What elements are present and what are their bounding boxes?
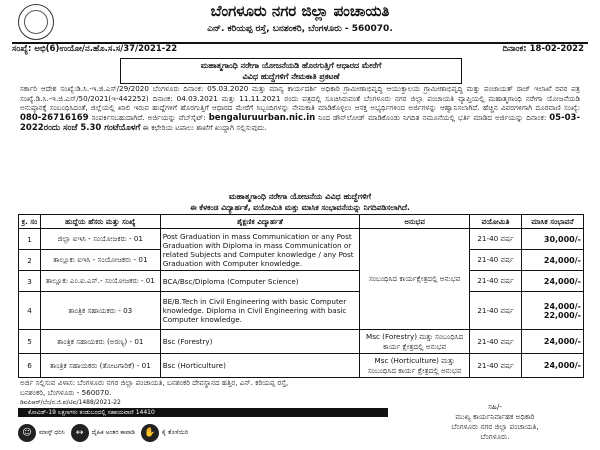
- qualification: BCA/Bsc/Diploma (Computer Science): [160, 271, 360, 292]
- table-subtitle: ಈ ಕೆಳಕಂಡ ವಿದ್ಯಾರ್ಹತೆ, ವಯೋಮಿತಿ ಮತ್ತು ಮಾಸಿಕ ಸಂಭಾವನೆಯನ್ನು ನಿಗದಿಪಡಿಸಲಾಗಿದೆ.: [190, 203, 410, 212]
- covid-icon-item: [18, 419, 65, 447]
- distance-icon: ↔: [71, 424, 89, 442]
- deadline: 05-03-2022ರಂದು ಸಂಜೆ 5.30 ಗಂಟೆಯೊಳಗೆ: [20, 112, 580, 134]
- table-row: [19, 354, 584, 378]
- row-number: 5: [19, 330, 41, 354]
- table-title: ಮಹಾತ್ಮಗಾಂಧಿ ನರೇಗಾ ಯೋಜನೆಯ ವಿವಿಧ ಹುದ್ದೆಗಳಿಗೆ: [228, 192, 372, 201]
- subject-box: [120, 58, 462, 84]
- age-limit: 21-40 ವರ್ಷ: [470, 354, 522, 378]
- experience: ಸಂಬಂಧಿಸಿದ ಕಾರ್ಯಕ್ಷೇತ್ರದಲ್ಲಿ ಅನುಭವ: [360, 229, 470, 330]
- org-name: ಬೆಂಗಳೂರು ನಗರ ಜಿಲ್ಲಾ ಪಂಚಾಯತಿ: [210, 2, 390, 20]
- post-name: ತಾಂತ್ರಿಕ ಸಹಾಯಕರು - 03: [40, 292, 160, 330]
- post-name: ತಾಂತ್ರಿಕ ಸಹಾಯಕರು (ಅರಣ್ಯ) - 01: [40, 330, 160, 354]
- experience: Msc (Horticulture) ಮತ್ತು ಸಂಬಂಧಿಸಿದ ಕಾರ್ಯ ಕ್ಷೇತ್ರದಲ್ಲಿ ಅನುಭವ: [360, 354, 470, 378]
- table-row: [19, 229, 584, 250]
- covid-band: ಕೋವಿಡ್-19 ಲಕ್ಷಣಗಳು ಕಂಡುಬಂದಲ್ಲಿ ಸಹಾಯವಾಣಿ 14410: [18, 408, 388, 417]
- table-row: [19, 292, 584, 330]
- col-header: ಹುದ್ದೆಯ ಹೆಸರು ಮತ್ತು ಸಂಖ್ಯೆ: [40, 215, 160, 229]
- age-limit: 21-40 ವರ್ಷ: [470, 271, 522, 292]
- covid-icon-label: ಕೈ ತೊಳೆಯಿರಿ: [161, 429, 189, 436]
- dipr-code: ಡಿಐಪಿಆರ್/ಬೆಂ/ನ.ಜಿ.ಪ/ಟಿಐ/1488/2021-22: [20, 399, 121, 406]
- qualification: BE/B.Tech in Civil Engineering with basic Computer knowledge. Diploma in Civil Engineering with basic Computer knowledge.: [160, 292, 360, 330]
- col-header: ಕ್ರ. ಸಂ: [19, 215, 41, 229]
- monthly-pay: 24,000/-: [522, 330, 584, 354]
- table-row: [19, 271, 584, 292]
- signature-title: ಮುಖ್ಯ ಕಾರ್ಯನಿರ್ವಾಹಕ ಅಧಿಕಾರಿ: [455, 412, 535, 421]
- monthly-pay: [522, 292, 584, 330]
- subject-line-1: ಮಹಾತ್ಮಗಾಂಧಿ ನರೇಗಾ ಯೋಜನೆಯಡಿ ಹೊರಗುತ್ತಿಗೆ ಆಧಾರದ ಮೇರೆಗೆ: [200, 61, 382, 70]
- qualification: Bsc (Horticulture): [160, 354, 360, 378]
- col-header: ವಯೋಮಿತಿ: [470, 215, 522, 229]
- covid-icon-label: ದೈಹಿಕ ಅಂತರ ಕಾಪಾಡಿ: [91, 429, 135, 436]
- post-name: ತಾಲ್ಲೂಕು ಎಂ.ಐ.ಎಸ್.- ಸಂಯೋಜಕರು - 01: [40, 271, 160, 292]
- website-prefix: ಅರ್ಜಿಯನ್ನು ವೆಬ್‌ಸೈಟ್:: [147, 112, 206, 122]
- row-number: 4: [19, 292, 41, 330]
- age-limit: 21-40 ವರ್ಷ: [470, 292, 522, 330]
- body-paragraph-tail: ಸಂಪರ್ಕಿಸಬಹುದಾಗಿದೆ.: [91, 112, 145, 122]
- deadline-tail: ಈ ಕಛೇರಿಯ ಟಪಾಲು ಶಾಖೆಗೆ ಖುದ್ದಾಗಿ ಸಲ್ಲಿಸುವುದು.: [142, 123, 267, 133]
- qualification: Bsc (Forestry): [160, 330, 360, 354]
- phone-number: 080-26716169: [20, 112, 89, 123]
- post-name: ತಾಲ್ಲೂಕು ಐಇಸಿ - ಸಂಯೋಜಕರು - 01: [40, 250, 160, 271]
- age-limit: 21-40 ವರ್ಷ: [470, 330, 522, 354]
- signature-city: ಬೆಂಗಳೂರು.: [480, 432, 510, 441]
- mask-icon: ☺: [18, 424, 36, 442]
- signature-org: ಬೆಂಗಳೂರು ನಗರ ಜಿಲ್ಲಾ ಪಂಚಾಯತಿ,: [451, 422, 539, 431]
- monthly-pay-be: 24,000/-: [543, 301, 581, 311]
- monthly-pay: 24,000/-: [522, 250, 584, 271]
- signature-block: [400, 402, 590, 442]
- covid-icon-item: [71, 419, 135, 447]
- covid-icon-item: [141, 419, 188, 447]
- covid-icon-label: ಮಾಸ್ಕ್ ಧರಿಸಿ: [39, 429, 65, 436]
- monthly-pay: 30,000/-: [522, 229, 584, 250]
- col-header: ಅನುಭವ: [360, 215, 470, 229]
- table-row: [19, 330, 584, 354]
- reference-date: ದಿನಾಂಕ: 18-02-2022: [502, 44, 584, 54]
- row-number: 2: [19, 250, 41, 271]
- monthly-pay: 24,000/-: [522, 271, 584, 292]
- col-header: ಮಾಸಿಕ ಸಂಭಾವನೆ: [522, 215, 584, 229]
- table-header-row: [19, 215, 584, 229]
- row-number: 6: [19, 354, 41, 378]
- qualification: Post Graduation in mass Communication or any Post Graduation with Diploma in mass Communication or related Subjects and Computer knowledge / any Post Graduation with Computer knowledge.: [160, 229, 360, 271]
- monthly-pay: 24,000/-: [522, 354, 584, 378]
- address-line: ಅರ್ಜಿ ಸಲ್ಲಿಸುವ ವಿಳಾಸ: ಬೆಂಗಳೂರು ನಗರ ಜಿಲ್ಲಾ ಪಂಚಾಯತಿ, ಬನಶಂಕರಿ ದೇವಸ್ಥಾನದ ಹತ್ತಿರ, ಎನ್. ಕರಿಯಪ್ಪ ರಸ್ತೆ,: [20, 378, 289, 387]
- website-tail: ನಿಂದ ಡೌನ್‌ಲೋಡ್ ಮಾಡಿಕೊಂಡು ನಿಗದಿತ ನಮೂನೆಯಲ್ಲಿ ಭರ್ತಿ ಮಾಡಿದ ಅರ್ಜಿಯನ್ನು ದಿನಾಂಕ:: [318, 112, 547, 122]
- experience: Msc (Forestry) ಮತ್ತು ಸಂಬಂಧಿಸಿದ ಕಾರ್ಯ ಕ್ಷೇತ್ರದಲ್ಲಿ ಅನುಭವ: [360, 330, 470, 354]
- letterhead: [12, 2, 588, 44]
- covid-icons: [18, 419, 378, 447]
- address-line-2: ಬನಶಂಕರಿ, ಬೆಂಗಳೂರು - 560070.: [20, 388, 112, 397]
- age-limit: 21-40 ವರ್ಷ: [470, 250, 522, 271]
- posts-table: [18, 214, 584, 378]
- post-name: ತಾಂತ್ರಿಕ ಸಹಾಯಕರು (ತೋಟಗಾರಿಕೆ) - 01: [40, 354, 160, 378]
- body-paragraph: ಸರ್ಕಾರಿ ಆದೇಶ ಸಂಖ್ಯೆ:ಡಿ.ಸಿ.-ಇ.ಜಿ.ಎಸ್/29/2020 ಬೆಂಗಳೂರು ದಿನಾಂಕ: 05.03.2020 ಮತ್ತು ಮಾನ್ಯ ಕಾರ್ಯದರ್ಶಿ ಅಧಿಕಾರಿ ಗ್ರಾಮೀಣಾಭಿವೃದ್ಧಿ ಆಯುಕ್ತಾಲಯ ಗ್ರಾಮೀಣಾಭಿವೃದ್ಧಿ ಮತ್ತು ಪಂಚಾಯತ್ ರಾಜ್ ಇಲಾಖೆ ರವರ ಪತ್ರ ಸಂಖ್ಯೆ.ಡಿ.ಸಿ.-ಇ.ಜಿ.ಎಸ್/50/2021(ಇ-442252) ದಿನಾಂಕ: 04.03.2021 ಮತ್ತು 11.11.2021 ರಂದು ಪತ್ರದಲ್ಲಿ ಸೂಚಿಸಿರುವಂತೆ ಬೆಂಗಳೂರು ನಗರ ಜಿಲ್ಲಾ ಪಂಚಾಯತಿ ವ್ಯಾಪ್ತಿಯಲ್ಲಿ ಮಹಾತ್ಮಗಾಂಧಿ ನರೇಗಾ ಯೋಜನೆಯಡಿ ಅನುಷ್ಠಾನಕ್ಕೆ ಸಂಬಂಧಿಸಿದಂತೆ, ಜಿಲ್ಲೆಯಲ್ಲಿ ಖಾಲಿ ಇರುವ ಹುದ್ದೆಗಳಿಗೆ ಹೊರಗುತ್ತಿಗೆ ಆಧಾರದ ಮೇರೆಗೆ ಸಿಬ್ಬಂದಿಗಳನ್ನು ನೇಮಕಾತಿ ಮಾಡಿಕೊಳ್ಳಲು ಆಸಕ್ತ ಅಭ್ಯರ್ಥಿಗಳಿಂದ ಅರ್ಜಿಗಳನ್ನು ಆಹ್ವಾನಿಸಲಾಗಿದೆ. ಹೆಚ್ಚಿನ ವಿವರಗಳಿಗಾಗಿ ದೂರವಾಣಿ ಸಂಖ್ಯೆ:: [20, 84, 580, 113]
- age-limit: 21-40 ವರ್ಷ: [470, 229, 522, 250]
- org-address: ಎನ್. ಕರಿಯಪ್ಪ ರಸ್ತೆ, ಬನಶಂಕರಿ, ಬೆಂಗಳೂರು - 560070.: [207, 24, 393, 34]
- post-name: ಜಿಲ್ಲಾ ಐಇಸಿ - ಸಂಯೋಜಕರು - 01: [40, 229, 160, 250]
- row-number: 3: [19, 271, 41, 292]
- reference-row: [12, 44, 588, 57]
- col-header: ಶೈಕ್ಷಣಿಕ ವಿದ್ಯಾರ್ಹತೆ: [160, 215, 360, 229]
- signature-sd: ಸಹಿ/-: [488, 402, 502, 411]
- reference-number: ಸಂಖ್ಯೆ: ಅಭಿ(6)ಉಯೋ/ನ.ಹೊ.ಸ.ಸ/37/2021-22: [12, 44, 178, 54]
- body-text: [20, 84, 580, 134]
- website-link[interactable]: bengaluruurban.nic.in: [208, 112, 316, 123]
- row-number: 1: [19, 229, 41, 250]
- subject-line-2: ವಿವಿಧ ಹುದ್ದೆಗಳಿಗೆ ನೇಮಕಾತಿ ಪ್ರಕಟಣೆ: [242, 72, 340, 81]
- handwash-icon: ✋: [141, 424, 159, 442]
- monthly-pay-diploma: 22,000/-: [543, 310, 581, 320]
